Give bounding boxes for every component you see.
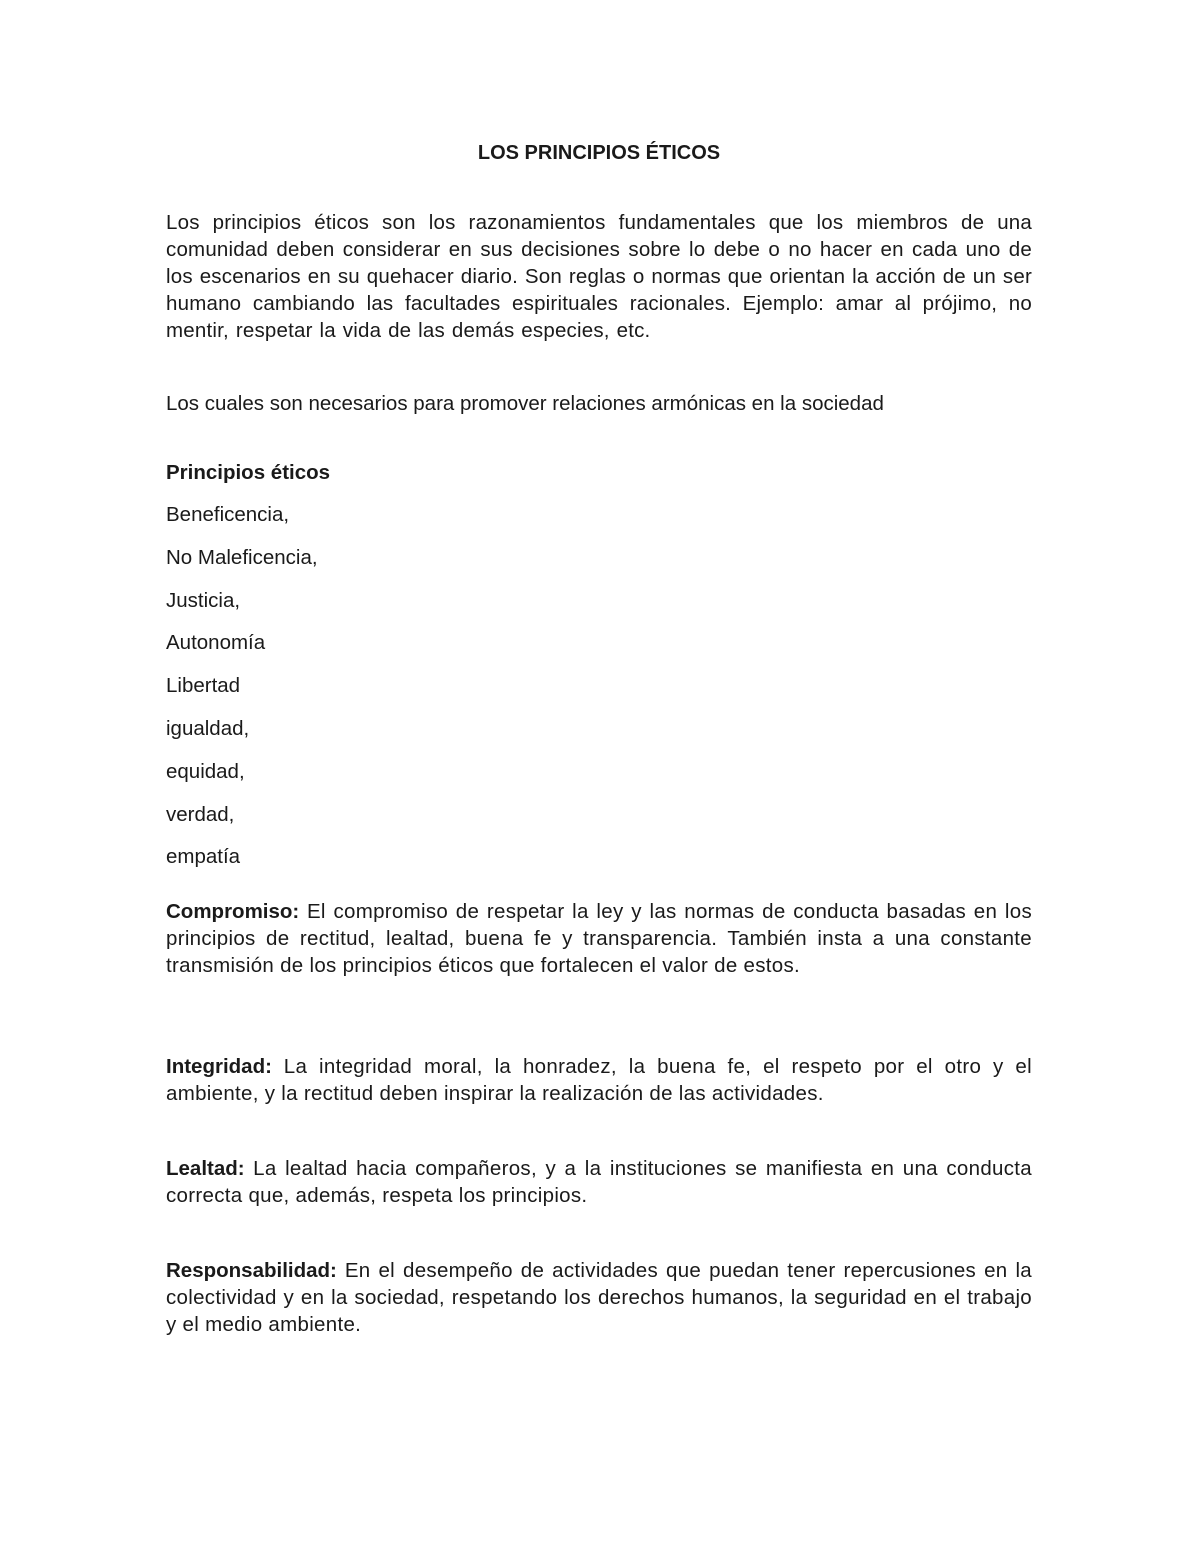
principle-item: Beneficencia, — [166, 503, 290, 526]
definition-responsabilidad — [166, 1257, 1032, 1338]
definition-compromiso — [166, 898, 1032, 979]
principles-heading: Principios éticos — [166, 461, 331, 484]
principle-item: Libertad — [166, 674, 241, 698]
definition-term: Integridad: — [166, 1055, 272, 1078]
relations-paragraph: Los cuales son necesarios para promover relaciones armónicas en la sociedad — [166, 392, 884, 415]
principle-item: verdad, — [166, 802, 235, 826]
definition-text: El compromiso de respetar la ley y las normas de conducta basadas en los principios de rectitud, lealtad, buena fe y transparencia. También insta a una constante transmisión de los principios éticos que fortalecen el valor de estos. — [166, 900, 1032, 977]
definition-lealtad — [166, 1155, 1032, 1209]
intro-paragraph: Los principios éticos son los razonamientos fundamentales que los miembros de una comunidad deben considerar en sus decisiones sobre lo debe o no hacer en cada uno de los escenarios en su quehacer diario. Son reglas o normas que orientan la acción de un ser humano cambiando las facultades espirituales racionales. Ejemplo: amar al prójimo, no mentir, respetar la vida de las demás especies, etc. — [166, 211, 1032, 342]
definition-term: Lealtad: — [166, 1157, 245, 1180]
principle-item: No Maleficencia, — [166, 545, 318, 569]
definition-text: En el desempeño de actividades que puedan tener repercusiones en la colectividad y en la sociedad, respetando los derechos humanos, la seguridad en el trabajo y el medio ambiente. — [166, 1259, 1032, 1336]
principle-item: igualdad, — [166, 716, 250, 740]
principle-item: Autonomía — [166, 631, 266, 655]
definition-integridad — [166, 1053, 1032, 1107]
principle-item: Justicia, — [166, 588, 241, 612]
definition-text: La lealtad hacia compañeros, y a la instituciones se manifiesta en una conducta correcta que, además, respeta los principios. — [166, 1157, 1032, 1207]
definition-text: La integridad moral, la honradez, la buena fe, el respeto por el otro y el ambiente, y la rectitud deben inspirar la realización de las actividades. — [166, 1055, 1032, 1105]
document-title: LOS PRINCIPIOS ÉTICOS — [477, 142, 721, 164]
definition-term: Responsabilidad: — [166, 1259, 337, 1282]
principle-item: equidad, — [166, 759, 245, 783]
definition-term: Compromiso: — [166, 900, 300, 923]
principles-list — [166, 501, 318, 886]
principle-item: empatía — [166, 845, 241, 869]
